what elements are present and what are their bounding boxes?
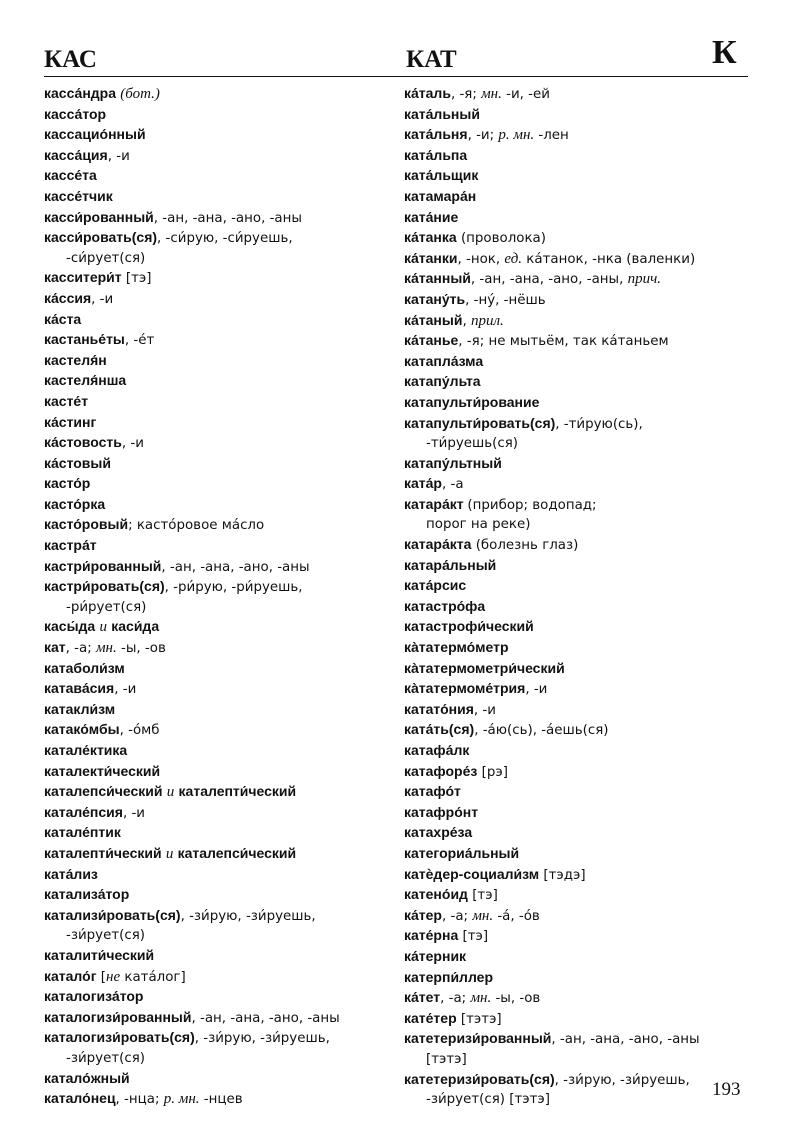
dictionary-entry bbox=[44, 208, 394, 229]
headword: ка́стинг bbox=[44, 413, 97, 430]
dictionary-entry bbox=[404, 741, 754, 762]
headword: катастрофи́ческий bbox=[404, 618, 534, 635]
headword: катетеризи́ровать(ся) bbox=[404, 1070, 555, 1087]
headword: катале́ктика bbox=[44, 742, 128, 758]
dictionary-entry bbox=[404, 638, 754, 659]
headword: катахре́за bbox=[404, 824, 473, 841]
entry-text: , -ан, -ана, -ано, -аны, bbox=[470, 272, 628, 288]
headword: ка́танки bbox=[404, 249, 458, 266]
dictionary-entry bbox=[404, 515, 754, 535]
dictionary-entry bbox=[404, 249, 754, 270]
headword: кассацио́нный bbox=[44, 126, 146, 143]
dictionary-entry bbox=[404, 535, 754, 556]
dictionary-entry bbox=[44, 659, 394, 680]
headword: катакли́зм bbox=[44, 700, 116, 717]
headword: каталогизи́ровать(ся) bbox=[44, 1029, 195, 1046]
dictionary-entry bbox=[44, 638, 394, 659]
headword: ка̀татермо́метр bbox=[404, 639, 509, 656]
dictionary-entry bbox=[44, 413, 394, 434]
headword: ка́танный bbox=[404, 270, 471, 287]
dictionary-entry bbox=[404, 187, 754, 208]
dictionary-entry bbox=[44, 865, 394, 886]
headword: ката́рсис bbox=[404, 577, 467, 594]
entry-text: , -ан, -ана, -ано, -аны bbox=[551, 1032, 700, 1048]
entry-text: , -а; bbox=[442, 908, 473, 924]
entry-text: порог на реке) bbox=[426, 517, 531, 533]
entry-text: , -нца; bbox=[115, 1092, 164, 1108]
headword: касто́р bbox=[44, 475, 91, 492]
entry-text: , -зи́рую, -зи́руешь, bbox=[194, 1031, 330, 1047]
headword: катамара́н bbox=[404, 187, 477, 204]
headword: катапу́льта bbox=[404, 373, 481, 390]
dictionary-entry bbox=[44, 967, 394, 988]
headword: катара́льный bbox=[404, 556, 497, 573]
page-number: 193 bbox=[712, 1079, 741, 1100]
dictionary-entry bbox=[404, 947, 754, 968]
dictionary-entry bbox=[44, 1008, 394, 1029]
headword: каталогиза́тор bbox=[44, 988, 144, 1005]
entry-text: -и, -ей bbox=[501, 87, 550, 102]
headword: ка̀татермометри́ческий bbox=[404, 659, 565, 676]
headword: ка́танье bbox=[404, 332, 459, 349]
italic-note: р. мн. bbox=[163, 1091, 200, 1108]
dictionary-entry bbox=[404, 803, 754, 824]
dictionary-entry bbox=[44, 536, 394, 557]
headword: кастри́ровать(ся) bbox=[44, 578, 165, 595]
dictionary-entry bbox=[404, 311, 754, 332]
headword: кастри́рованный bbox=[44, 557, 162, 574]
headword: катафо́т bbox=[404, 783, 461, 800]
headword: катава́сия bbox=[44, 680, 115, 697]
entry-text: , -зи́рую, -зи́руешь, bbox=[180, 908, 316, 924]
dictionary-entry bbox=[44, 268, 394, 289]
dictionary-entry bbox=[404, 228, 754, 249]
running-head-center: КАТ bbox=[406, 46, 457, 73]
headword: ката́р bbox=[404, 475, 442, 492]
headword: ка́терник bbox=[404, 947, 467, 964]
dictionary-entry bbox=[44, 577, 394, 598]
dictionary-entry bbox=[404, 885, 754, 906]
entry-text: , -а́ю(сь), -а́ешь(ся) bbox=[474, 723, 609, 739]
dictionary-entry bbox=[44, 1089, 394, 1110]
dictionary-entry bbox=[44, 844, 394, 865]
entry-text: [тэдэ] bbox=[539, 867, 586, 883]
entry-text: , -и bbox=[122, 805, 146, 821]
dictionary-entry bbox=[404, 617, 754, 638]
headword: катализи́ровать(ся) bbox=[44, 906, 181, 923]
entry-text: -нцев bbox=[199, 1092, 243, 1108]
headword: катапла́зма bbox=[404, 352, 484, 369]
dictionary-entry bbox=[44, 249, 394, 269]
dictionary-entry bbox=[44, 741, 394, 762]
dictionary-entry bbox=[44, 946, 394, 967]
headword: каталепти́ческий bbox=[44, 844, 162, 861]
headword: ката́ть(ся) bbox=[404, 721, 475, 738]
dictionary-entry bbox=[44, 782, 394, 803]
entry-text: -зи́рует(ся) bbox=[66, 1050, 145, 1066]
dictionary-entry bbox=[404, 1090, 754, 1110]
italic-note: мн. bbox=[472, 907, 494, 924]
headword: каси́да bbox=[111, 618, 160, 635]
dictionary-entry bbox=[404, 146, 754, 167]
headword: ката́льщик bbox=[404, 167, 479, 184]
headword: касте́т bbox=[44, 392, 89, 409]
dictionary-entry bbox=[44, 84, 394, 105]
dictionary-entry bbox=[404, 823, 754, 844]
entry-text: -ти́руешь(ся) bbox=[426, 436, 519, 452]
headword: катетеризи́рованный bbox=[404, 1030, 552, 1047]
italic-note: и bbox=[166, 784, 175, 801]
entry-text: -зи́рует(ся) [тэтэ] bbox=[426, 1092, 550, 1108]
dictionary-entry bbox=[44, 1069, 394, 1090]
entry-text: -си́рует(ся) bbox=[66, 250, 146, 266]
headword: касситери́т bbox=[44, 269, 122, 286]
headword: кассе́та bbox=[44, 167, 97, 184]
dictionary-entry bbox=[404, 454, 754, 475]
italic-note: и bbox=[99, 619, 107, 636]
headword: катако́мбы bbox=[44, 721, 120, 738]
dictionary-entry bbox=[404, 125, 754, 146]
dictionary-entry bbox=[404, 372, 754, 393]
entry-text: -зи́рует(ся) bbox=[66, 928, 145, 944]
headword: катализа́тор bbox=[44, 886, 130, 903]
headword: катапульти́рование bbox=[404, 393, 540, 410]
dictionary-entry bbox=[404, 968, 754, 989]
headword: ка́стовый bbox=[44, 454, 111, 471]
left-column bbox=[44, 84, 394, 1110]
dictionary-entry bbox=[404, 762, 754, 783]
entry-text: , -и; bbox=[467, 128, 499, 144]
section-letter: К bbox=[712, 34, 737, 71]
headword: катало́нец bbox=[44, 1090, 116, 1107]
headword: катафа́лк bbox=[404, 742, 470, 758]
italic-note: и bbox=[165, 845, 174, 862]
headword: ка́тет bbox=[404, 989, 441, 1006]
dictionary-entry bbox=[44, 289, 394, 310]
entry-text: -ри́рует(ся) bbox=[66, 599, 147, 615]
entry-text: , -ти́рую(сь), bbox=[555, 416, 643, 432]
entry-text: , -и bbox=[107, 148, 130, 164]
dictionary-entry bbox=[404, 782, 754, 803]
dictionary-entry bbox=[404, 679, 754, 700]
dictionary-entry bbox=[44, 146, 394, 167]
dictionary-entry bbox=[44, 987, 394, 1008]
headword: ка̀татермоме́трия bbox=[404, 680, 526, 697]
dictionary-entry bbox=[404, 700, 754, 721]
header-rule bbox=[44, 76, 748, 77]
headword: касы́да bbox=[44, 618, 96, 635]
headword: катало́жный bbox=[44, 1069, 130, 1086]
entry-text: , -и bbox=[473, 702, 496, 718]
headword: каталогизи́рованный bbox=[44, 1008, 192, 1025]
entry-text: , -я; bbox=[450, 87, 482, 102]
dictionary-entry bbox=[44, 823, 394, 844]
headword: категориа́льный bbox=[404, 844, 520, 861]
entry-text: , -е́т bbox=[124, 333, 155, 349]
headword: катало́г bbox=[44, 967, 97, 984]
dictionary-entry bbox=[44, 803, 394, 824]
headword: касто́ровый bbox=[44, 516, 129, 533]
entry-text: , -я; не мытьём, так ка́таньем bbox=[458, 334, 669, 350]
dictionary-entry bbox=[404, 105, 754, 126]
entry-text: ката́лог] bbox=[120, 969, 186, 985]
dictionary-entry bbox=[44, 105, 394, 126]
dictionary-entry bbox=[404, 576, 754, 597]
dictionary-entry bbox=[404, 208, 754, 229]
entry-text: , -ан, -ана, -ано, -аны bbox=[153, 210, 302, 226]
dictionary-entry bbox=[44, 762, 394, 783]
headword: катапульти́ровать(ся) bbox=[404, 414, 556, 431]
dictionary-entry bbox=[44, 433, 394, 454]
entry-text: (болезнь глаз) bbox=[471, 538, 579, 554]
dictionary-entry bbox=[404, 495, 754, 516]
dictionary-entry bbox=[404, 393, 754, 414]
dictionary-entry bbox=[404, 84, 754, 105]
headword: ката́льный bbox=[404, 105, 480, 122]
headword: ка́ста bbox=[44, 310, 82, 327]
running-head-left: КАС bbox=[44, 46, 97, 73]
dictionary-entry bbox=[404, 1009, 754, 1030]
headword: ката́льпа bbox=[404, 146, 468, 163]
dictionary-entry bbox=[44, 495, 394, 516]
headword: катерпи́ллер bbox=[404, 968, 493, 985]
dictionary-entry bbox=[404, 1050, 754, 1070]
headword: кастеля́нша bbox=[44, 372, 127, 389]
entry-text: , -зи́рую, -зи́руешь, bbox=[554, 1072, 690, 1088]
dictionary-entry bbox=[44, 166, 394, 187]
headword: катѐдер-социали́зм bbox=[404, 865, 540, 882]
entry-text: -лен bbox=[534, 128, 569, 144]
headword: ка́ссия bbox=[44, 289, 92, 306]
headword: кат bbox=[44, 639, 66, 656]
headword: ката́льня bbox=[404, 126, 468, 143]
entry-text: -ы, -ов bbox=[491, 991, 541, 1007]
dictionary-entry bbox=[44, 679, 394, 700]
dictionary-entry bbox=[404, 269, 754, 290]
italic-note: мн. bbox=[481, 86, 502, 102]
dictionary-entry bbox=[44, 700, 394, 721]
headword: каталити́ческий bbox=[44, 946, 155, 963]
dictionary-entry bbox=[44, 720, 394, 741]
headword: касса́тор bbox=[44, 105, 107, 122]
dictionary-entry bbox=[44, 474, 394, 495]
dictionary-entry bbox=[404, 166, 754, 187]
italic-note: ед. bbox=[504, 250, 523, 267]
headword: каталепси́ческий bbox=[44, 783, 163, 800]
entry-text: , -о́мб bbox=[119, 723, 160, 739]
dictionary-entry bbox=[44, 598, 394, 618]
dictionary-entry bbox=[44, 125, 394, 146]
italic-note: мн. bbox=[470, 990, 492, 1007]
headword: катану́ть bbox=[404, 290, 466, 307]
headword: катале́птик bbox=[44, 824, 121, 841]
dictionary-entry bbox=[404, 906, 754, 927]
dictionary-entry bbox=[404, 474, 754, 495]
headword: ка́тер bbox=[404, 906, 442, 923]
headword: кате́тер bbox=[404, 1009, 457, 1026]
dictionary-entry bbox=[44, 310, 394, 331]
dictionary-entry bbox=[404, 926, 754, 947]
entry-text: , -а; bbox=[440, 991, 471, 1007]
dictionary-entry bbox=[44, 1028, 394, 1049]
entry-text: , -и bbox=[91, 291, 114, 307]
dictionary-entry bbox=[404, 556, 754, 577]
entry-text: , -и bbox=[121, 436, 144, 452]
entry-text: , -си́рую, -си́руешь, bbox=[157, 231, 293, 247]
dictionary-entry bbox=[404, 988, 754, 1009]
headword: катафоре́з bbox=[404, 762, 478, 779]
dictionary-entry bbox=[44, 557, 394, 578]
headword: кате́рна bbox=[404, 927, 459, 944]
dictionary-entry bbox=[44, 392, 394, 413]
right-column bbox=[404, 84, 754, 1110]
entry-text: [тэ] bbox=[121, 271, 152, 287]
headword: катено́ид bbox=[404, 886, 468, 903]
italic-note: мн. bbox=[95, 640, 117, 657]
headword: катафро́нт bbox=[404, 803, 479, 820]
entry-text: , -ан, -ана, -ано, -аны bbox=[161, 559, 310, 575]
headword: кастанье́ты bbox=[44, 331, 125, 348]
headword: ка́таный bbox=[404, 311, 463, 328]
entry-text: , -и bbox=[525, 682, 548, 698]
entry-text: [рэ] bbox=[477, 764, 508, 780]
dictionary-entry bbox=[44, 617, 394, 638]
dictionary-entry bbox=[44, 371, 394, 392]
entry-text: (проволока) bbox=[456, 231, 546, 247]
entry-text: ка́танок, -нка (валенки) bbox=[522, 251, 696, 267]
dictionary-entry bbox=[404, 1070, 754, 1091]
headword: ка́стовость bbox=[44, 434, 122, 451]
headword: катаболи́зм bbox=[44, 659, 125, 676]
dictionary-entry bbox=[44, 351, 394, 372]
headword: катара́кт bbox=[404, 495, 464, 512]
headword: ка́таль bbox=[404, 85, 451, 101]
dictionary-entry bbox=[44, 515, 394, 536]
headword: касси́ровать(ся) bbox=[44, 229, 158, 246]
dictionary-entry bbox=[404, 865, 754, 886]
italic-note: прич. bbox=[627, 271, 662, 288]
dictionary-entry bbox=[44, 906, 394, 927]
entry-text: , -ну́, -нёшь bbox=[465, 292, 546, 308]
entry-text: , -а bbox=[442, 477, 464, 493]
dictionary-entry bbox=[404, 659, 754, 680]
dictionary-entry bbox=[44, 330, 394, 351]
entry-text: (прибор; водопад; bbox=[467, 497, 597, 513]
dictionary-entry bbox=[44, 885, 394, 906]
headword: катато́ния bbox=[404, 700, 474, 717]
entry-text: [тэ] bbox=[458, 929, 489, 945]
italic-note: не bbox=[106, 968, 121, 985]
headword: каталепти́ческий bbox=[178, 783, 297, 800]
dictionary-entry bbox=[404, 290, 754, 311]
headword: каталекти́ческий bbox=[44, 762, 161, 779]
entry-text: , -ри́рую, -ри́руешь, bbox=[164, 580, 303, 596]
headword: катастро́фа bbox=[404, 597, 486, 614]
entry-text: , -ан, -ана, -ано, -аны bbox=[191, 1010, 340, 1026]
headword: касси́рованный bbox=[44, 208, 154, 225]
dictionary-entry bbox=[44, 454, 394, 475]
dictionary-entry bbox=[404, 352, 754, 373]
dictionary-entry bbox=[404, 331, 754, 352]
headword: кастеля́н bbox=[44, 351, 107, 368]
entry-text: [ bbox=[96, 969, 107, 985]
dictionary-entry bbox=[404, 414, 754, 435]
entry-text: [тэтэ] bbox=[456, 1011, 502, 1027]
headword: кастра́т bbox=[44, 537, 97, 554]
entry-text: , -и bbox=[114, 682, 137, 698]
dictionary-entry bbox=[44, 926, 394, 946]
headword: касто́рка bbox=[44, 495, 106, 512]
headword: ката́ние bbox=[404, 208, 459, 225]
entry-text: -а́, -о́в bbox=[493, 908, 540, 924]
entry-text: , -а; bbox=[65, 641, 96, 657]
dictionary-entry bbox=[404, 1029, 754, 1050]
headword: катапу́льтный bbox=[404, 454, 502, 471]
entry-text: -ы, -ов bbox=[116, 641, 166, 657]
headword: ката́лиз bbox=[44, 865, 98, 882]
entry-text: , bbox=[462, 313, 471, 329]
dictionary-entry bbox=[44, 187, 394, 208]
dictionary-entry bbox=[404, 434, 754, 454]
headword: катале́псия bbox=[44, 803, 123, 820]
headword: каталепси́ческий bbox=[177, 844, 297, 861]
entry-text: , -нок, bbox=[457, 251, 505, 267]
entry-text: [тэтэ] bbox=[426, 1051, 467, 1067]
headword: касса́ндра bbox=[44, 85, 117, 101]
entry-text: [тэ] bbox=[467, 888, 498, 904]
entry-text: ; касто́ровое ма́сло bbox=[128, 518, 265, 534]
italic-note: р. мн. bbox=[498, 127, 535, 144]
italic-note: прил. bbox=[470, 312, 504, 329]
headword: касса́ция bbox=[44, 146, 108, 163]
dictionary-entry bbox=[44, 228, 394, 249]
headword: кассе́тчик bbox=[44, 187, 113, 204]
italic-note: (бот.) bbox=[120, 86, 160, 102]
headword: ка́танка bbox=[404, 229, 457, 246]
dictionary-entry bbox=[44, 1049, 394, 1069]
dictionary-entry bbox=[404, 844, 754, 865]
dictionary-entry bbox=[404, 720, 754, 741]
headword: катара́кта bbox=[404, 536, 472, 553]
dictionary-entry bbox=[404, 597, 754, 618]
